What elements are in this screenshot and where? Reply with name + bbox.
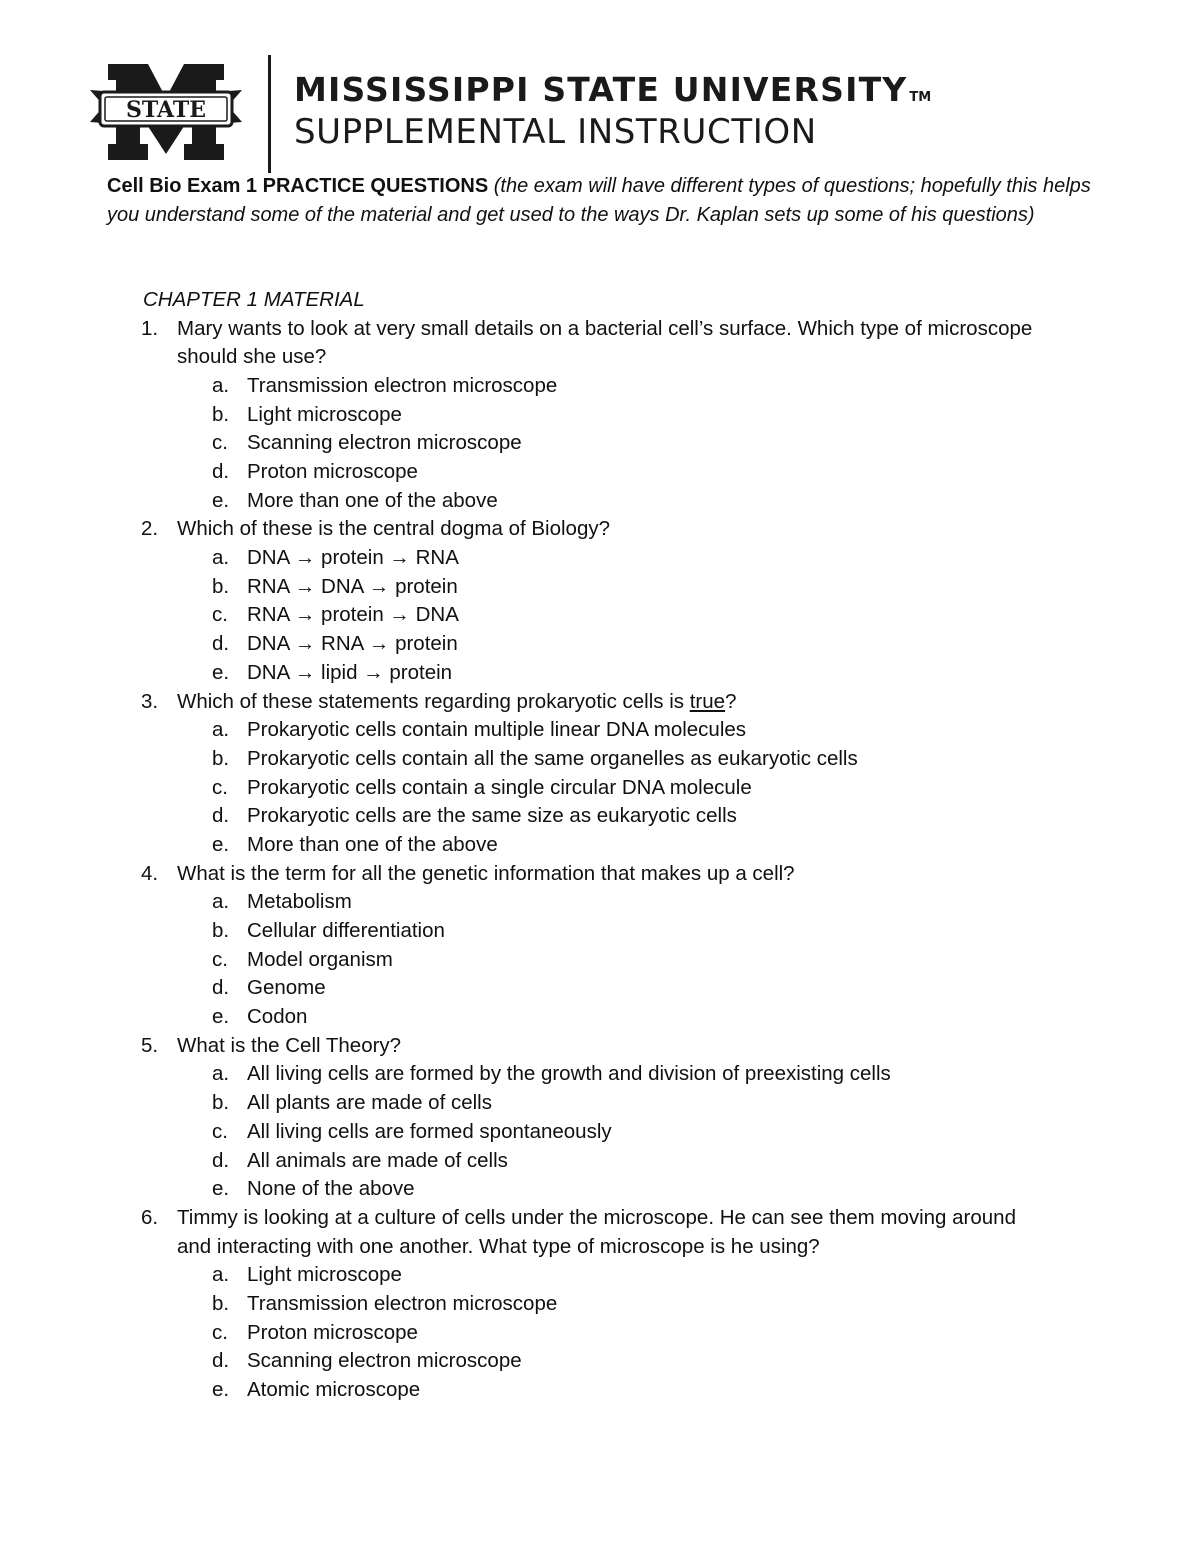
option-text: RNA → protein → DNA <box>247 603 459 627</box>
option-text: DNA → protein → RNA <box>247 546 459 570</box>
option-text: Prokaryotic cells contain multiple linear DNA molecules <box>247 718 747 742</box>
answer-option <box>0 946 1200 975</box>
answer-option <box>0 774 1200 803</box>
option-text: All plants are made of cells <box>247 1091 492 1115</box>
option-text: Cellular differentiation <box>247 919 445 943</box>
msu-m-logo <box>86 62 246 162</box>
option-text: RNA → DNA → protein <box>247 574 458 598</box>
answer-option <box>0 1319 1200 1348</box>
answer-option <box>0 1003 1200 1032</box>
option-text: Transmission electron microscope <box>247 373 558 397</box>
option-text: Proton microscope <box>247 460 418 484</box>
option-letter: c. <box>212 431 228 455</box>
answer-option <box>0 802 1200 831</box>
option-letter: d. <box>212 460 230 484</box>
option-text: Prokaryotic cells contain a single circular DNA molecule <box>247 775 752 799</box>
answer-option <box>0 745 1200 774</box>
question-line <box>0 688 1200 717</box>
answer-option <box>0 659 1200 688</box>
program-subtitle: SUPPLEMENTAL INSTRUCTION <box>294 112 817 152</box>
option-letter: e. <box>212 1378 230 1402</box>
option-text: DNA → RNA → protein <box>247 632 458 656</box>
question-text: What is the term for all the genetic information that makes up a cell? <box>177 861 795 885</box>
option-letter: b. <box>212 402 230 426</box>
option-letter: a. <box>212 546 230 570</box>
question-number: 4. <box>141 861 159 885</box>
logo-state-text: STATE <box>125 97 207 123</box>
intro-paragraph <box>107 172 1097 229</box>
option-text: Prokaryotic cells are the same size as eukaryotic cells <box>247 804 737 828</box>
question-number: 3. <box>141 689 159 713</box>
option-letter: c. <box>212 1119 228 1143</box>
answer-option <box>0 1147 1200 1176</box>
question-number: 5. <box>141 1033 159 1057</box>
chapter-heading: CHAPTER 1 MATERIAL <box>143 288 365 311</box>
option-letter: d. <box>212 1148 230 1172</box>
question-number: 2. <box>141 517 159 541</box>
answer-option <box>0 716 1200 745</box>
option-letter: e. <box>212 488 230 512</box>
option-text: Prokaryotic cells contain all the same organelles as eukaryotic cells <box>247 746 858 770</box>
question-line <box>0 315 1200 344</box>
option-letter: b. <box>212 1091 230 1115</box>
option-letter: a. <box>212 718 230 742</box>
option-text: All living cells are formed by the growth and division of preexisting cells <box>247 1062 891 1086</box>
answer-option <box>0 1060 1200 1089</box>
option-text: Model organism <box>247 947 393 971</box>
question-text-part: Which of these statements regarding prokaryotic cells is <box>177 689 690 713</box>
option-text: Genome <box>247 976 326 1000</box>
answer-option <box>0 1089 1200 1118</box>
option-letter: b. <box>212 919 230 943</box>
option-text: All living cells are formed spontaneously <box>247 1119 612 1143</box>
option-letter: e. <box>212 1177 230 1201</box>
option-letter: d. <box>212 1349 230 1373</box>
answer-option <box>0 429 1200 458</box>
answer-option <box>0 487 1200 516</box>
answer-option <box>0 1261 1200 1290</box>
question-list <box>0 315 1200 1405</box>
option-text: Scanning electron microscope <box>247 431 522 455</box>
document-title: Cell Bio Exam 1 PRACTICE QUESTIONS <box>107 175 489 197</box>
option-letter: d. <box>212 804 230 828</box>
option-letter: e. <box>212 660 230 684</box>
option-text: Proton microscope <box>247 1320 418 1344</box>
option-letter: b. <box>212 746 230 770</box>
intro-note: (the exam will have different types of questions; hopefully this helps you understand some of the material and get used to the ways Dr. Kaplan sets up some of his questions) <box>107 175 1091 226</box>
option-letter: b. <box>212 574 230 598</box>
option-letter: a. <box>212 373 230 397</box>
question-line <box>0 515 1200 544</box>
question-text: and interacting with one another. What type of microscope is he using? <box>177 1234 820 1258</box>
question-line <box>0 1032 1200 1061</box>
option-text: DNA → lipid → protein <box>247 660 453 684</box>
answer-option <box>0 974 1200 1003</box>
option-text: Metabolism <box>247 890 352 914</box>
answer-option <box>0 573 1200 602</box>
question-number: 6. <box>141 1205 159 1229</box>
answer-option <box>0 1347 1200 1376</box>
question-text: Timmy is looking at a culture of cells under the microscope. He can see them moving around <box>177 1205 1016 1229</box>
option-letter: a. <box>212 1062 230 1086</box>
answer-option <box>0 1290 1200 1319</box>
question-text: should she use? <box>177 345 327 369</box>
question-line <box>0 1233 1200 1262</box>
option-text: Scanning electron microscope <box>247 1349 522 1373</box>
option-letter: b. <box>212 1291 230 1315</box>
option-letter: c. <box>212 1320 228 1344</box>
answer-option <box>0 458 1200 487</box>
option-letter: c. <box>212 775 228 799</box>
trademark-mark: TM <box>909 90 932 105</box>
answer-option <box>0 1175 1200 1204</box>
option-letter: d. <box>212 632 230 656</box>
option-text: Light microscope <box>247 402 402 426</box>
question-text: Which of these is the central dogma of Biology? <box>177 517 611 541</box>
option-letter: a. <box>212 1263 230 1287</box>
option-text: Codon <box>247 1005 308 1029</box>
answer-option <box>0 401 1200 430</box>
option-text: All animals are made of cells <box>247 1148 508 1172</box>
underlined-emphasis: true <box>689 689 726 713</box>
header-divider <box>268 55 271 173</box>
option-letter: e. <box>212 832 230 856</box>
answer-option <box>0 1376 1200 1405</box>
option-letter: e. <box>212 1005 230 1029</box>
answer-option <box>0 601 1200 630</box>
answer-option <box>0 630 1200 659</box>
option-text: None of the above <box>247 1177 415 1201</box>
answer-option <box>0 372 1200 401</box>
option-text: Atomic microscope <box>247 1378 421 1402</box>
question-number: 1. <box>141 316 159 340</box>
option-letter: a. <box>212 890 230 914</box>
answer-option <box>0 888 1200 917</box>
question-line <box>0 860 1200 889</box>
option-letter: d. <box>212 976 230 1000</box>
question-line <box>0 343 1200 372</box>
option-text: Transmission electron microscope <box>247 1291 558 1315</box>
option-text: Light microscope <box>247 1263 402 1287</box>
option-text: More than one of the above <box>247 832 498 856</box>
question-line <box>0 1204 1200 1233</box>
answer-option <box>0 831 1200 860</box>
answer-option <box>0 544 1200 573</box>
option-text: More than one of the above <box>247 488 498 512</box>
university-title-text: MISSISSIPPI STATE UNIVERSITY <box>294 70 908 109</box>
answer-option <box>0 1118 1200 1147</box>
university-title <box>294 70 931 109</box>
option-letter: c. <box>212 947 228 971</box>
answer-option <box>0 917 1200 946</box>
question-text-suffix: ? <box>725 689 737 713</box>
question-text <box>177 688 736 717</box>
question-text: What is the Cell Theory? <box>177 1033 402 1057</box>
option-letter: c. <box>212 603 228 627</box>
question-text: Mary wants to look at very small details on a bacterial cell’s surface. Which type of microscope <box>177 316 1033 340</box>
